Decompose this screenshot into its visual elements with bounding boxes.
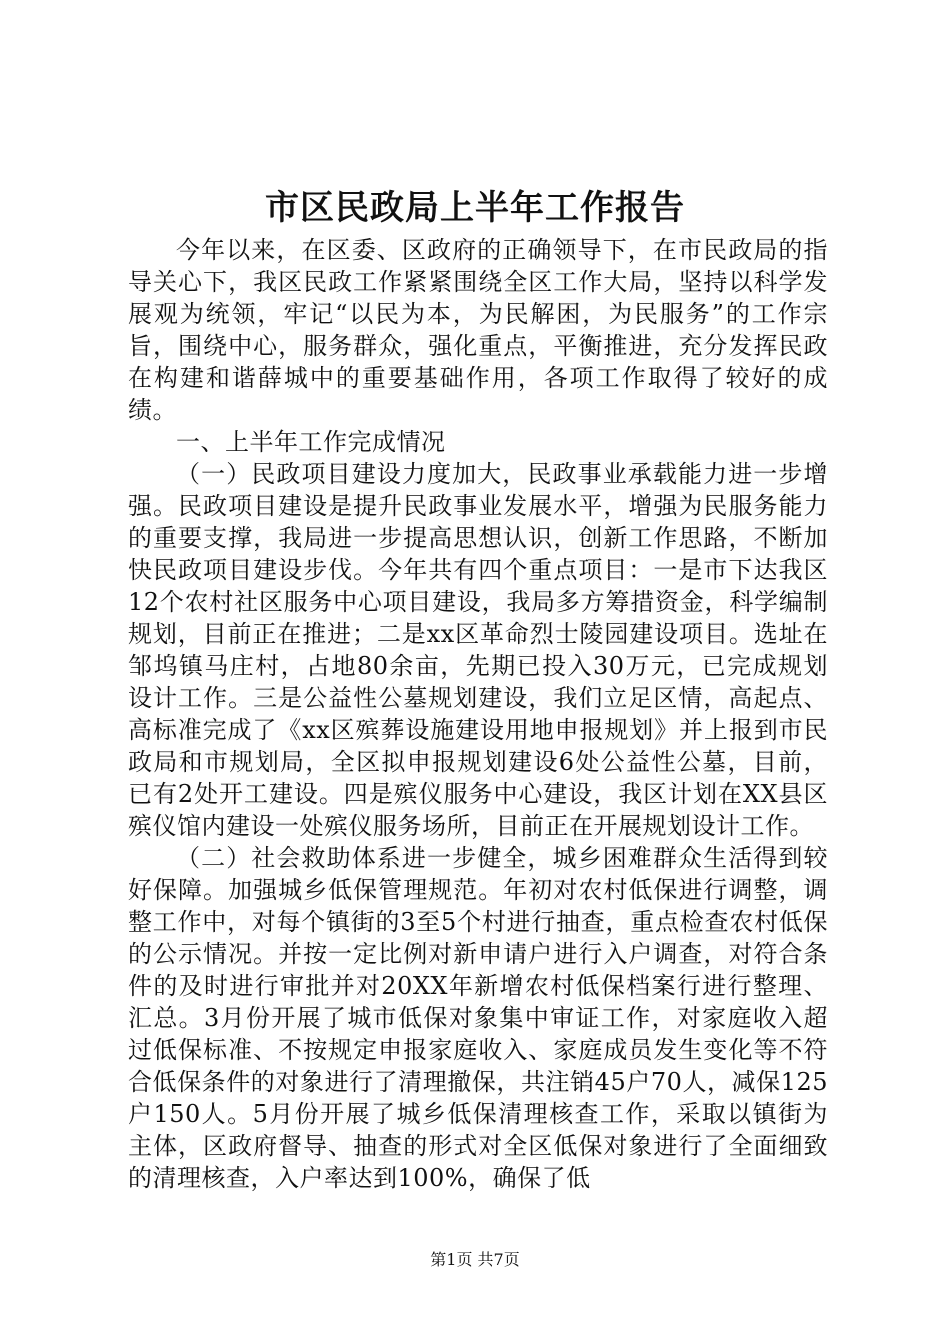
- section-heading: 一、上半年工作完成情况: [176, 428, 446, 456]
- intro-paragraph: 今年以来，在区委、区政府的正确领导下，在市民政局的指导关心下，我区民政工作紧紧围绕全区工作大局，坚持以科学发展观为统领，牢记“以民为本，为民解困，为民服务”的工作宗旨，围绕中心，服务群众，强化重点，平衡推进，充分发挥民政在构建和谐薛城中的重要基础作用，各项工作取得了较好的成绩。: [128, 236, 828, 424]
- assistance-paragraph: （二）社会救助体系进一步健全，城乡困难群众生活得到较好保障。加强城乡低保管理规范。年初对农村低保进行调整，调整工作中，对每个镇街的3至5个村进行抽查，重点检查农村低保的公示情况。并按一定比例对新申请户进行入户调查，对符合条件的及时进行审批并对20XX年新增农村低保档案行进行整理、汇总。3月份开展了城市低保对象集中审证工作，对家庭收入超过低保标准、不按规定申报家庭收入、家庭成员发生变化等不符合低保条件的对象进行了清理撤保，共注销45户70人，减保125户150人。5月份开展了城乡低保清理核查工作，采取以镇街为主体，区政府督导、抽查的形式对全区低保对象进行了全面细致的清理核查，入户率达到100%，确保了低: [128, 844, 828, 1192]
- page-footer: 第1页 共7页: [430, 1250, 520, 1269]
- project-paragraph: （一）民政项目建设力度加大，民政事业承载能力进一步增强。民政项目建设是提升民政事业发展水平，增强为民服务能力的重要支撑，我局进一步提高思想认识，创新工作思路，不断加快民政项目建设步伐。今年共有四个重点项目：一是市下达我区12个农村社区服务中心项目建设，我局多方筹措资金，科学编制规划，目前正在推进；二是xx区革命烈士陵园建设项目。选址在邹坞镇马庄村，占地80余亩，先期已投入30万元，已完成规划设计工作。三是公益性公墓规划建设，我们立足区情，高起点、高标准完成了《xx区殡葬设施建设用地申报规划》并上报到市民政局和市规划局，全区拟申报规划建设6处公益性公墓，目前，已有2处开工建设。四是殡仪服务中心建设，我区计划在XX县区殡仪馆内建设一处殡仪服务场所，目前正在开展规划设计工作。: [128, 460, 828, 840]
- document-title: 市区民政局上半年工作报告: [265, 188, 685, 228]
- document-body: [128, 234, 828, 1194]
